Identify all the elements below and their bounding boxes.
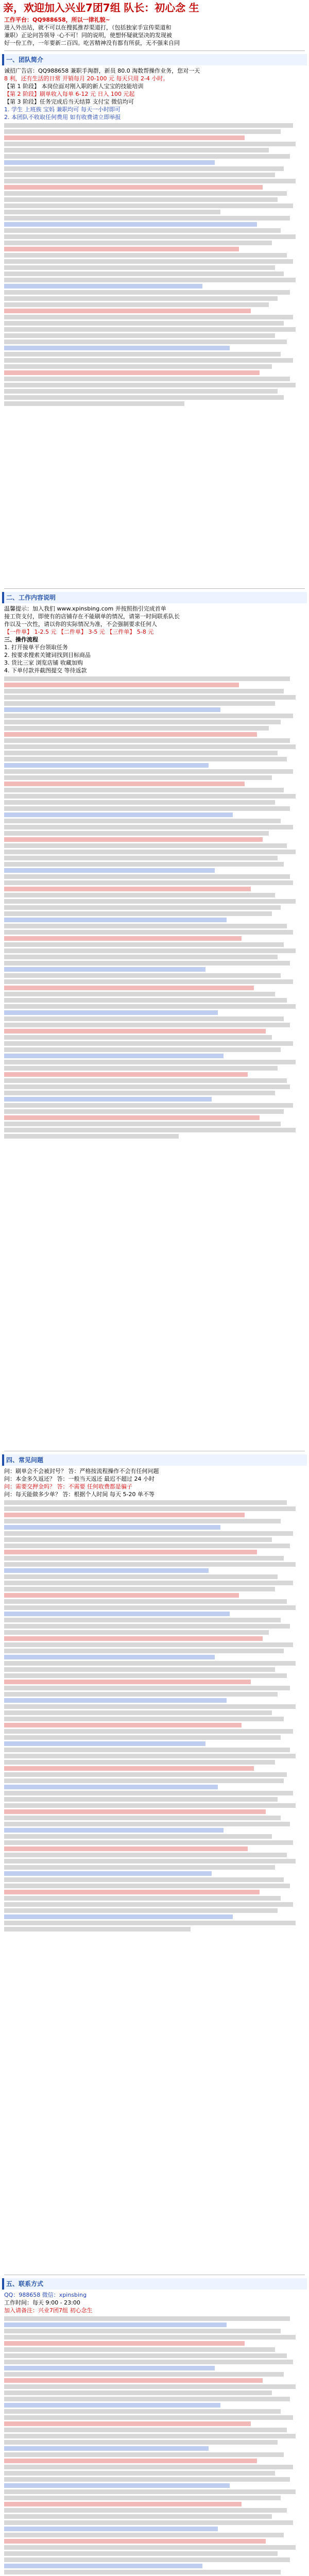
- page-title: [0, 0, 309, 15]
- divider: [4, 588, 305, 589]
- title-suffix: 队长：初心念: [124, 2, 186, 14]
- intro-line: 兼职）正论问答领导 ·心不可！同的说明，使想怀疑就坚决的发现被: [4, 32, 172, 39]
- section-line: 【第 3 阶段】任务完成后当天结算 支付宝 微信均可: [4, 98, 134, 105]
- section-heading: 二、工作内容说明: [2, 592, 307, 603]
- section-heading: 一、团队简介: [2, 54, 307, 65]
- section-line: 温馨提示：加入我们 www.xpinsbing.com 并按照指引完成首单: [4, 605, 166, 612]
- section-line: 8 利，还有生活的日常 开销每月 20-100 元 每天只用 2-4 小时。: [4, 75, 169, 82]
- title-end: 生: [188, 2, 199, 14]
- section-body: [0, 66, 309, 122]
- section-line: 1. 学生 上班族 宝妈 兼职均可 每天一小时即可: [4, 106, 121, 113]
- section-body: [0, 1467, 309, 1499]
- intro-line: 进入外出站，就不可以在搜狐推荐渠道打，（包括独家手宣传渠道和: [4, 24, 171, 31]
- text-block-placeholder: [4, 2315, 305, 2576]
- section-line: 2. 本团队不收取任何费用 如有收费请立即举报: [4, 114, 121, 121]
- section-line: 【第 2 阶段】刷单收入每单 6-12 元 日入 100 元起: [4, 91, 135, 97]
- section-line: 【一件单】 1-2.5 元 【二件单】 3-5 元 【三件单】 5-8 元: [4, 629, 154, 635]
- section-line: 三、操作流程: [4, 636, 38, 643]
- section-line: 诚招广告店：QQ988658 兼职手淘群，新员 80.0 淘数帮操作业务，您对一天: [4, 67, 200, 74]
- title-prefix: 亲，欢迎加入兴业7团7组: [3, 2, 121, 14]
- text-block-placeholder: [4, 1499, 305, 2272]
- section-line: 问：需要交押金吗？ 答：不需要 任何收费都是骗子: [4, 1483, 132, 1490]
- section-line: 问：每天能做多少单？ 答：根据个人时间 每天 5-20 单不等: [4, 1491, 154, 1498]
- section-line: 问：刷单会不会被封号？ 答：严格按流程操作不会有任何问题: [4, 1468, 159, 1475]
- section-line: 1. 打开接单平台领取任务: [4, 644, 68, 651]
- section-heading: 四、常见问题: [2, 1454, 307, 1466]
- section-line: 4. 下单付款并截图提交 等待返款: [4, 667, 87, 674]
- section-line: 2. 按要求搜索关键词找到目标商品: [4, 652, 91, 658]
- section-line: 加入请备注：兴业7团7组 初心念生: [4, 2307, 93, 2314]
- divider: [4, 50, 305, 51]
- section-heading: 五、联系方式: [2, 2278, 307, 2290]
- intro-line: 好一份工作，一年要新二百四。吃苦精神没有都有所获，无不强来自同: [4, 40, 180, 46]
- section-line: 作以及一次性，请以你的实际情况为准，不会强制要求任何人: [4, 621, 157, 628]
- section-line: QQ：988658 微信：xpinsbing: [4, 2292, 87, 2298]
- intro-line: 工作平台：QQ988658，所以一律礼貌~: [4, 16, 110, 23]
- section-line: 3. 货比三家 浏览店铺 收藏加购: [4, 659, 83, 666]
- section-line: 工作时间：每天 9:00 - 23:00: [4, 2299, 80, 2306]
- intro-block: [0, 15, 309, 47]
- section-body: [0, 604, 309, 675]
- section-line: 接工资支付，即使有的店铺存在不能刷单的情况，请第一时间联系队长: [4, 613, 180, 620]
- text-block-placeholder: [4, 675, 305, 1448]
- section-line: 【第 1 阶段】 本岗位面对刚入职的新人宝宝的技能培训: [4, 83, 144, 90]
- text-block-placeholder: [4, 122, 305, 585]
- section-line: 问：本金多久返还？ 答：一般当天返还 最迟不超过 24 小时: [4, 1476, 154, 1482]
- section-body: [0, 2291, 309, 2315]
